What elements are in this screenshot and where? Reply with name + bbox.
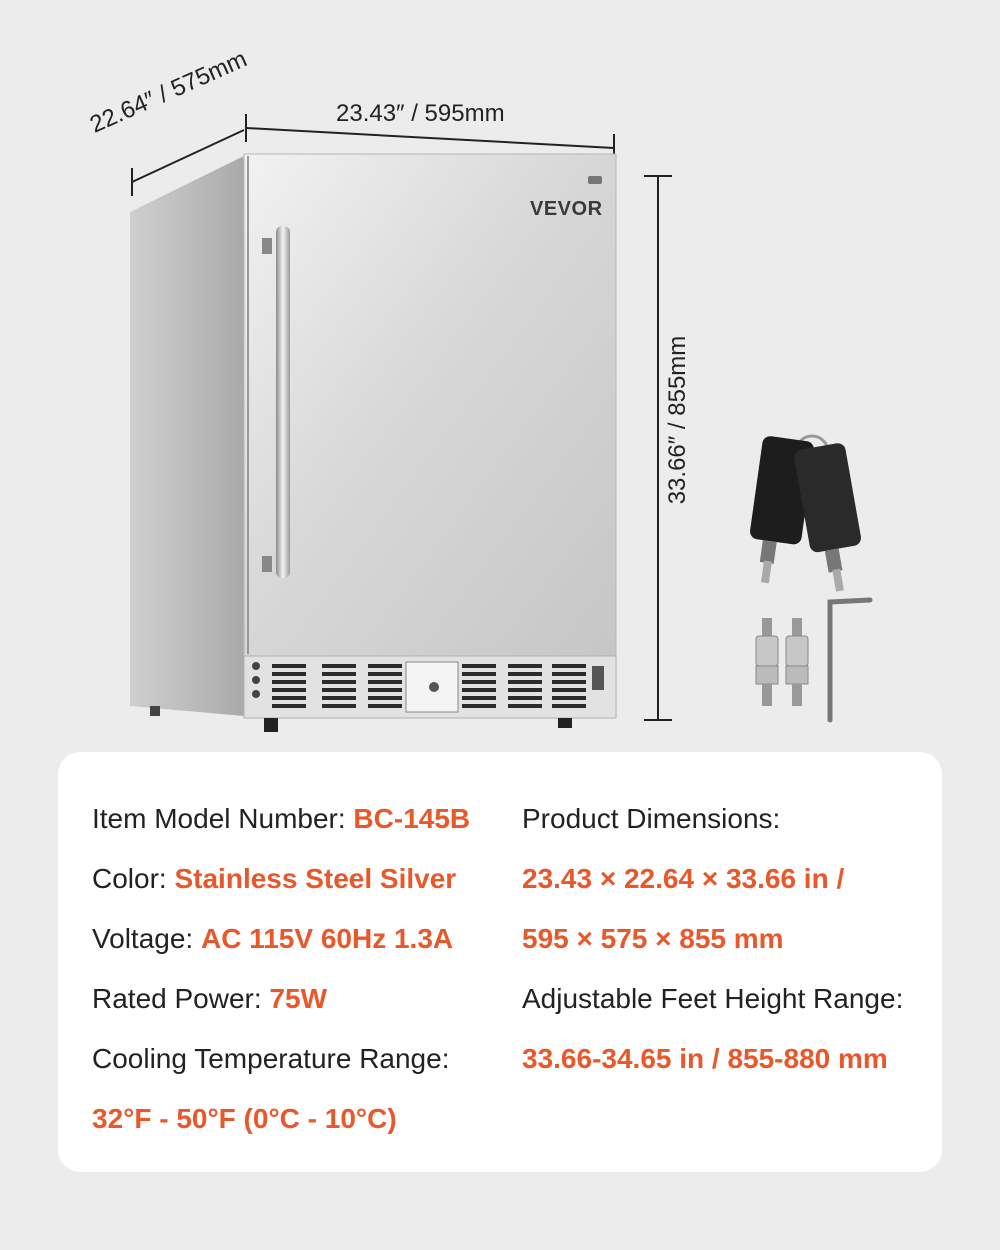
temp-value: 32°F - 50°F (0°C - 10°C) <box>92 1103 397 1134</box>
spec-card <box>58 752 942 1172</box>
fridge-door <box>244 154 616 656</box>
power-value: 75W <box>269 983 327 1014</box>
width-dimension-label: 23.43″ / 595mm <box>336 100 505 127</box>
dims-label: Product Dimensions: <box>522 803 781 834</box>
color-value: Stainless Steel Silver <box>174 863 457 894</box>
voltage-label: Voltage: <box>92 923 194 954</box>
spec-model <box>92 802 470 836</box>
temp-label: Cooling Temperature Range: <box>92 1043 450 1074</box>
model-label: Item Model Number: <box>92 803 346 834</box>
feet-label: Adjustable Feet Height Range: <box>522 983 904 1014</box>
keys-accessory <box>743 435 869 595</box>
vent-grille <box>244 656 616 718</box>
color-label: Color: <box>92 863 167 894</box>
model-value: BC-145B <box>353 803 471 834</box>
power-label: Rated Power: <box>92 983 262 1014</box>
fridge-side-panel <box>130 156 244 716</box>
height-dimension-label: 33.66″ / 855mm <box>664 335 691 505</box>
spec-color <box>92 862 456 896</box>
dims-value-in: 23.43 × 22.64 × 33.66 in / <box>522 863 845 894</box>
voltage-value: AC 115V 60Hz 1.3A <box>200 923 454 954</box>
leveling-screws <box>756 618 808 706</box>
feet-value: 33.66-34.65 in / 855-880 mm <box>522 1043 888 1074</box>
hex-key-icon <box>830 600 870 720</box>
brand-logo: VEVOR <box>530 198 603 220</box>
spec-power <box>92 982 327 1016</box>
spec-voltage <box>92 922 453 956</box>
dims-value-mm: 595 × 575 × 855 mm <box>522 923 784 954</box>
depth-dimension-label: 22.64″ / 575mm <box>86 45 251 139</box>
